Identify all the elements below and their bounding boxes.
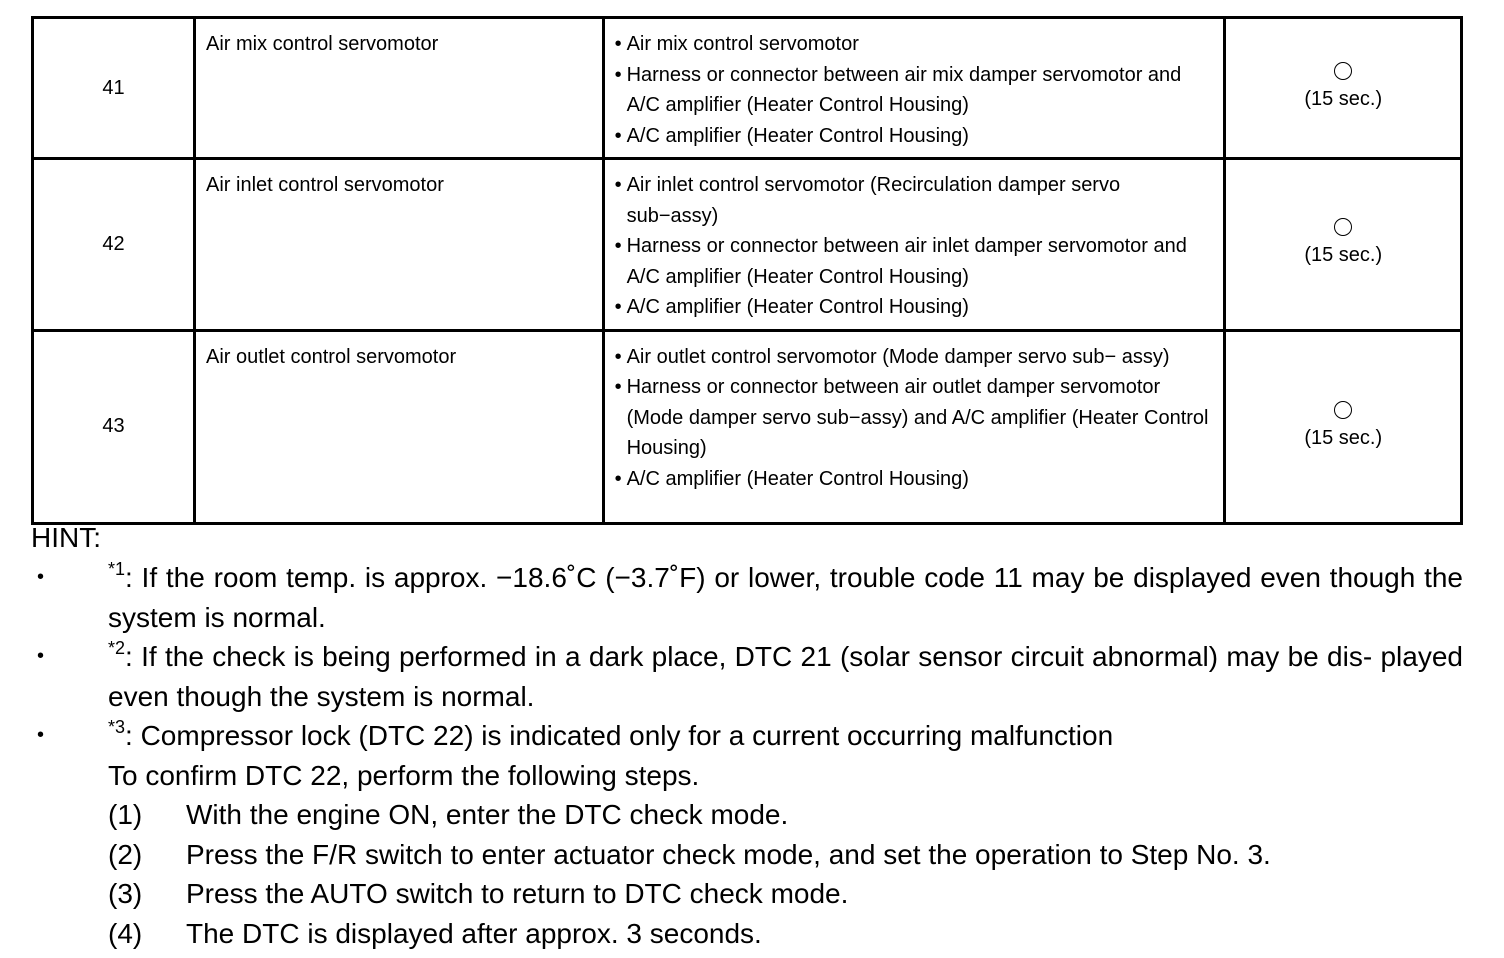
step-number: (4) xyxy=(108,917,143,949)
list-item: • A/C amplifier (Heater Control Housing) xyxy=(615,292,1216,323)
list-item: • Air outlet control servomotor (Mode damper servo sub− assy) xyxy=(615,342,1216,373)
bullet-icon: • xyxy=(614,124,622,147)
dtc-code-cell xyxy=(33,18,195,159)
step-text: Press the F/R switch to enter actuator check mode, and set the operation to Step No. 3. xyxy=(186,838,1271,870)
note-text: : Compressor lock (DTC 22) is indicated only for a current occurring malfunction xyxy=(125,720,1114,751)
bullet-icon: • xyxy=(37,645,45,667)
step-text: The DTC is displayed after approx. 3 seconds. xyxy=(186,917,762,949)
bullet-icon: • xyxy=(614,467,622,490)
list-item: • Harness or connector between air inlet damper servomotor and A/C amplifier (Heater Control Housing) xyxy=(615,231,1216,292)
list-item: • A/C amplifier (Heater Control Housing) xyxy=(615,464,1216,495)
dtc-code-cell xyxy=(33,159,195,331)
detection-item: Air mix control servomotor xyxy=(206,33,439,55)
trouble-area-list xyxy=(615,29,1216,151)
step-text: Press the AUTO switch to return to DTC check mode. xyxy=(186,878,849,909)
note-mark: *3 xyxy=(108,716,126,737)
note-mark: *1 xyxy=(108,558,126,579)
bullet-icon: • xyxy=(614,376,622,398)
bullet-icon: • xyxy=(37,566,45,588)
memory-time: (15 sec.) xyxy=(1304,244,1383,267)
bullet-icon: • xyxy=(614,174,622,196)
memory-time: (15 sec.) xyxy=(1304,88,1383,110)
step-text: With the engine ON, enter the DTC check mode. xyxy=(186,799,789,830)
dtc-code: 41 xyxy=(102,76,125,99)
detection-item: Air outlet control servomotor xyxy=(206,345,457,368)
note-text: : If the room temp. is approx. −18.6˚C (−3.7˚F) or lower, trouble code 11 may be displayed even though the system is normal. xyxy=(108,562,1463,633)
hint-note xyxy=(31,637,1463,716)
note-mark: *2 xyxy=(108,637,126,658)
dtc-code: 42 xyxy=(102,233,125,255)
list-item: • Harness or connector between air mix damper servomotor and A/C amplifier (Heater Control Housing) xyxy=(615,60,1216,121)
step-number: (2) xyxy=(108,838,143,870)
memory-time: (15 sec.) xyxy=(1304,426,1383,449)
dtc-table xyxy=(31,16,1463,525)
hint-section xyxy=(31,518,1463,953)
confirm-intro: To confirm DTC 22, perform the following steps. xyxy=(108,759,700,791)
step-list xyxy=(108,795,1463,953)
memory-cell xyxy=(1225,18,1462,159)
step-number: (1) xyxy=(108,799,143,830)
hint-note xyxy=(31,558,1463,637)
memory-cell xyxy=(1225,330,1462,523)
trouble-area-cell xyxy=(603,159,1225,331)
step-number: (3) xyxy=(108,878,143,909)
list-item: • A/C amplifier (Heater Control Housing) xyxy=(615,121,1216,152)
trouble-area-list xyxy=(615,342,1216,495)
table-row xyxy=(33,18,1462,159)
note-text: : If the check is being performed in a dark place, DTC 21 (solar sensor circuit abnormal) may be dis- played even though the system is normal. xyxy=(108,641,1463,712)
hint-title: HINT: xyxy=(31,522,101,553)
dtc-code: 43 xyxy=(102,415,125,438)
bullet-icon: • xyxy=(614,33,622,55)
list-item: • Air mix control servomotor xyxy=(615,29,1216,60)
bullet-icon: • xyxy=(614,63,622,86)
trouble-area-list xyxy=(615,170,1216,323)
table-row xyxy=(33,159,1462,331)
trouble-area-cell xyxy=(603,330,1225,523)
table-row xyxy=(33,330,1462,523)
list-item: • Air inlet control servomotor (Recirculation damper servo sub−assy) xyxy=(615,170,1216,231)
list-item xyxy=(108,835,1463,875)
bullet-icon: • xyxy=(614,296,622,318)
list-item xyxy=(108,874,1463,914)
memory-cell xyxy=(1225,159,1462,331)
detection-item-cell xyxy=(195,18,604,159)
memory-circle-icon xyxy=(1334,401,1352,419)
memory-circle-icon xyxy=(1334,62,1352,80)
bullet-icon: • xyxy=(614,235,622,257)
list-item: • Harness or connector between air outlet damper servomotor (Mode damper servo sub−assy) and A/C amplifier (Heater Control Housing) xyxy=(615,372,1216,464)
bullet-icon: • xyxy=(37,724,45,746)
detection-item-cell xyxy=(195,330,604,523)
trouble-area-cell xyxy=(603,18,1225,159)
detection-item-cell xyxy=(195,159,604,331)
list-item xyxy=(108,795,1463,835)
memory-circle-icon xyxy=(1334,218,1352,236)
dtc-code-cell xyxy=(33,330,195,523)
hint-note xyxy=(31,716,1463,953)
list-item xyxy=(108,914,1463,954)
bullet-icon: • xyxy=(614,345,622,368)
detection-item: Air inlet control servomotor xyxy=(206,174,444,196)
